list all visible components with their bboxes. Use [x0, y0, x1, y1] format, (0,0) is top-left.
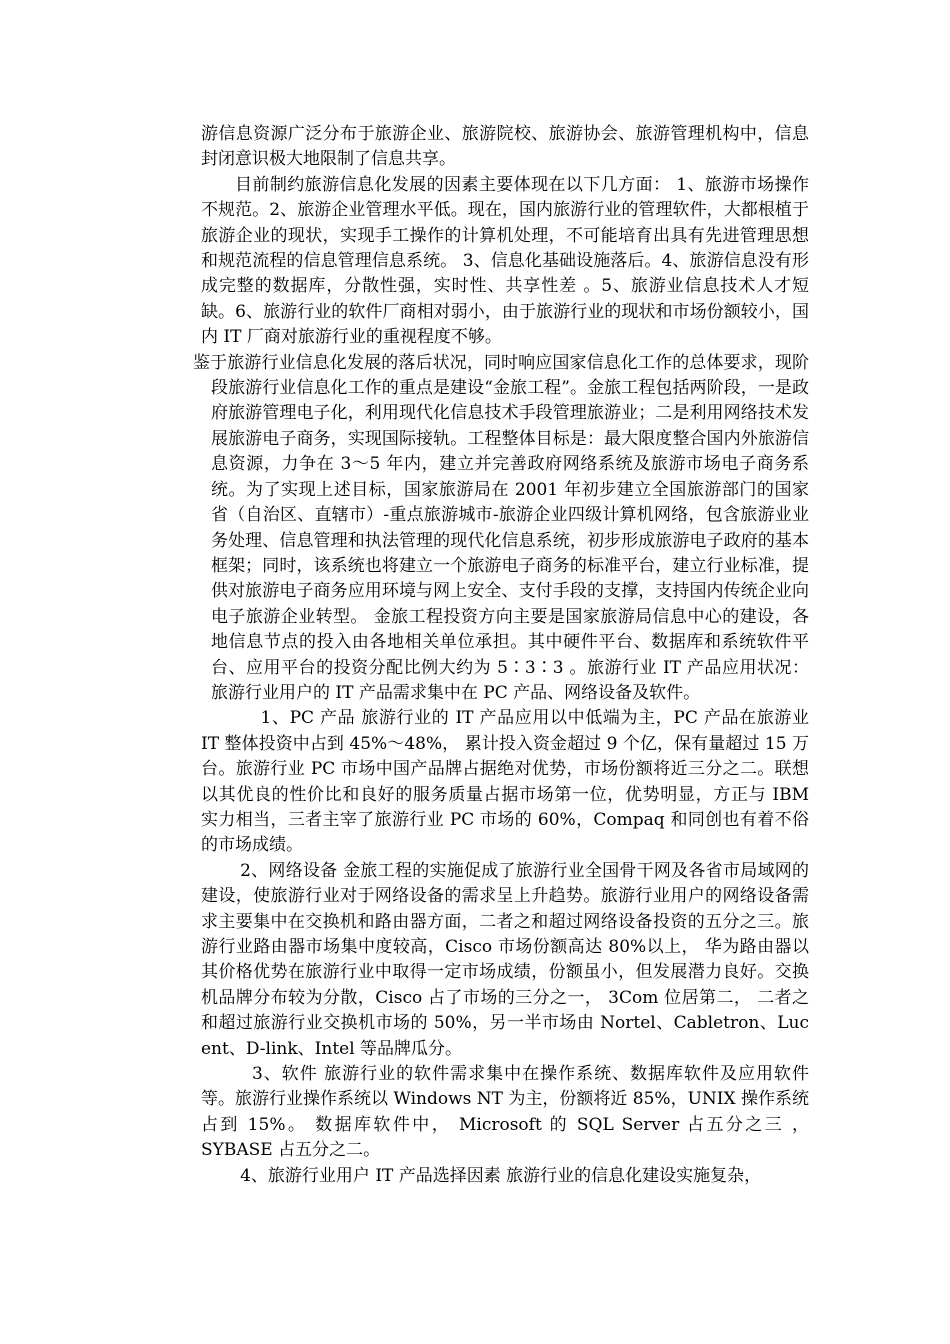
paragraph-software: 3、软件 旅游行业的软件需求集中在操作系统、数据库软件及应用软件等。旅游行业操作系统以 Windows NT 为主，份额将近 85%，UNIX 操作系统占到 15%。 数据库软件中， Microsoft 的 SQL Server 占五分之三 ，SYBASE 占五分之二。 [201, 1064, 809, 1161]
paragraph-info-sharing: 游信息资源广泛分布于旅游企业、旅游院校、旅游协会、旅游管理机构中，信息封闭意识极大地限制了信息共享。 [201, 124, 809, 170]
paragraph-golden-tourism-project: 鉴于旅游行业信息化发展的落后状况，同时响应国家信息化工作的总体要求，现阶段旅游行业信息化工作的重点是建设“金旅工程”。金旅工程包括两阶段，一是政府旅游管理电子化，利用现代化信息技术手段管理旅游业；二是利用网络技术发展旅游电子商务，实现国际接轨。工程整体目标是：最大限度整合国内外旅游信息资源，力争在 3～5 年内，建立并完善政府网络系统及旅游市场电子商务系统。为了实现上述目标，国家旅游局在 2001 年初步建立全国旅游部门的国家省（自治区、直辖市）-重点旅游城市-旅游企业四级计算机网络，包含旅游业业务处理、信息管理和执法管理的现代化信息系统，初步形成旅游电子政府的基本框架；同时，该系统也将建立一个旅游电子商务的标准平台，建立行业标准，提供对旅游电子商务应用环境与网上安全、支付手段的支撑，支持国内传统企业向电子旅游企业转型。 金旅工程投资方向主要是国家旅游局信息中心的建设，各地信息节点的投入由各地相关单位承担。其中硬件平台、数据库和系统软件平台、应用平台的投资分配比例大约为 5∶3∶3 。旅游行业 IT 产品应用状况：旅游行业用户的 IT 产品需求集中在 PC 产品、网络设备及软件。 [193, 352, 809, 703]
paragraph-constraints: 目前制约旅游信息化发展的因素主要体现在以下几方面： 1、旅游市场操作不规范。2、旅游企业管理水平低。现在，国内旅游行业的管理软件，大都根植于旅游企业的现状，实现手工操作的计算机处理，不可能培育出具有先进管理思想和规范流程的信息管理信息系统。 3、信息化基础设施落后。4、旅游信息没有形成完整的数据库，分散性强，实时性、共享性差 。5、旅游业信息技术人才短缺。6、旅游行业的软件厂商相对弱小，由于旅游行业的现状和市场份额较小，国内 IT 厂商对旅游行业的重视程度不够。 [201, 174, 809, 348]
paragraph-selection-factors: 4、旅游行业用户 IT 产品选择因素 旅游行业的信息化建设实施复杂， [240, 1165, 762, 1186]
document-body [193, 122, 809, 1189]
paragraph-network-equipment: 2、网络设备 金旅工程的实施促成了旅游行业全国骨干网及各省市局域网的建设，使旅游行业对于网络设备的需求呈上升趋势。旅游行业用户的网络设备需求主要集中在交换机和路由器方面，二者之和超过网络设备投资的五分之三。旅游行业路由器市场集中度较高，Cisco 市场份额高达 80%以上， 华为路由器以其价格优势在旅游行业中取得一定市场成绩，份额虽小，但发展潜力良好。交换机品牌分布较为分散，Cisco 占了市场的三分之一， 3Com 位居第二， 二者之和超过旅游行业交换机市场的 50%，另一半市场由 Nortel、Cabletron、Luc ent、D-link、Intel 等品牌瓜分。 [201, 860, 809, 1059]
paragraph-pc-products: 1、PC 产品 旅游行业的 IT 产品应用以中低端为主，PC 产品在旅游业 IT 整体投资中占到 45%～48%， 累计投入资金超过 9 个亿，保有量超过 15 万台。旅游行业 PC 市场中国产品牌占据绝对优势，市场份额将近三分之二。联想以其优良的性价比和良好的服务质量占据市场第一位，优势明显，方正与 IBM 实力相当，三者主宰了旅游行业 PC 市场的 60%，Compaq 和同创也有着不俗的市场成绩。 [201, 708, 809, 856]
